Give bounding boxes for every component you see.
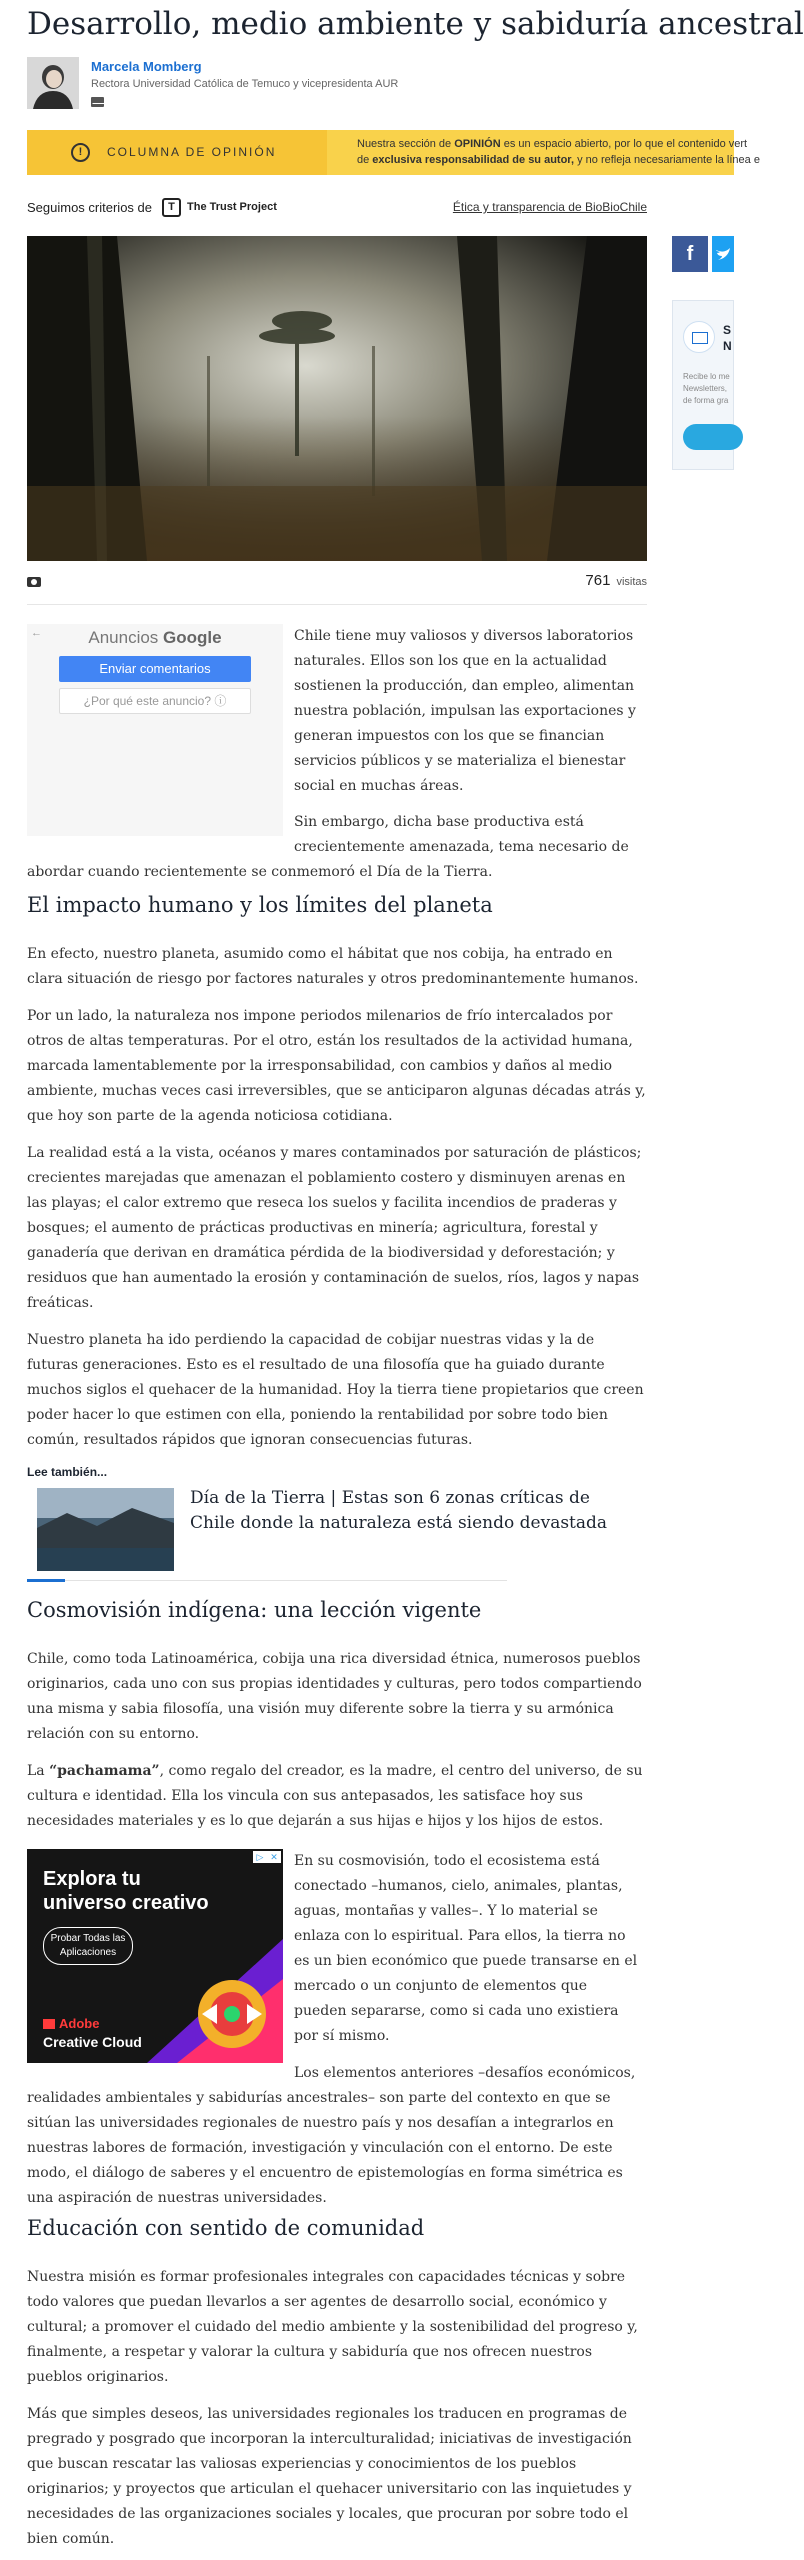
- twitter-icon: [712, 236, 734, 272]
- paragraph-text: La: [27, 1763, 50, 1779]
- paragraph: Chile, como toda Latinoamérica, cobija una rica diversidad étnica, numerosos pueblos originarios, cada uno con sus propias identidades y culturas, pero todos compartiendo una misma y sabia filosofía, una visión muy diferente sobre la tierra y su armónica relación con su entorno.: [27, 1651, 642, 1742]
- ad-heading: [27, 628, 283, 648]
- envelope-icon: [683, 321, 715, 353]
- opinion-banner: [27, 130, 760, 175]
- close-icon[interactable]: ✕: [270, 1852, 278, 1862]
- visits-counter: [585, 572, 647, 590]
- section-heading-cosmovision: Cosmovisión indígena: una lección vigente: [27, 1598, 482, 1622]
- author-avatar[interactable]: [27, 57, 79, 109]
- intro-paragraph-1: Chile tiene muy valiosos y diversos laboratorios naturales. Ellos son los que en la actualidad sostienen la producción, dan empleo, alimentan nuestra población, impulsan las exportaciones y generan impuestos con los que se financian servicios públicos y se materializa el bienestar social en muchas áreas.: [294, 628, 636, 794]
- paragraph: En efecto, nuestro planeta, asumido como el hábitat que nos cobija, ha entrado en clara situación de riesgo por factores naturales y otros predominantemente humanos.: [27, 946, 639, 987]
- trust-project-logo[interactable]: T: [162, 198, 181, 217]
- newsletter-line: de forma gra: [683, 396, 729, 405]
- related-photo: [37, 1488, 174, 1571]
- paragraph: Más que simples deseos, las universidades regionales los traducen en programas de pregrado y posgrado que incorporan la interculturalidad; iniciativas de investigación que buscan rescatar las valiosas experiencias y conocimientos de los pueblos originarios; y proyectos que articulan el quehacer universitario con las inquietudes y necesidades de las organizaciones sociales y locales, que procuran por sobre todo el bien común.: [27, 2406, 632, 2547]
- newsletter-description: [683, 371, 730, 407]
- opinion-disclaimer: [357, 136, 760, 168]
- mail-icon[interactable]: [91, 97, 104, 107]
- divider-accent: [27, 1579, 65, 1582]
- adchoices-badge[interactable]: [253, 1851, 281, 1863]
- send-feedback-button[interactable]: Enviar comentarios: [59, 656, 251, 682]
- paragraph: Nuestro planeta ha ido perdiendo la capacidad de cobijar nuestras vidas y la de futuras generaciones. Esto es el resultado de una filosofía que ha guiado durante muchos siglos el quehacer de la humanidad. Hoy la tierra tiene propietarios que creen poder hacer lo que estimen con ella, poniendo la rentabilidad por sobre todo bien común, resultados rápidos que ignoran consecuencias futuras.: [27, 1332, 644, 1448]
- newsletter-line: Newsletters,: [683, 384, 728, 393]
- author-name[interactable]: Marcela Momberg: [91, 59, 202, 74]
- forest-photo: [27, 236, 647, 561]
- related-article-link[interactable]: Día de la Tierra | Estas son 6 zonas críticas de Chile donde la naturaleza está siendo devastada: [190, 1488, 608, 1533]
- paragraph: La realidad está a la vista, océanos y mares contaminados por saturación de plásticos; crecientes marejadas que amenazan el poblamiento costero y disminuyen arenas en las playas; el calor extremo que reseca los suelos y facilita incendios de praderas y bosques; el aumento de prácticas productivas en minería; agricultura, forestal y ganadería que derivan en dramática pérdida de la biodiversidad y deforestación; y residuos que han aumentado la erosión y contaminación de suelos, ríos, lagos y napas freáticas.: [27, 1145, 642, 1311]
- see-also-label: Lee también...: [27, 1465, 108, 1479]
- try-apps-button[interactable]: Probar Todas las Aplicaciones: [43, 1927, 133, 1965]
- ad-heading-brand: Google: [163, 628, 222, 647]
- disclaimer-text: de: [357, 154, 373, 166]
- paragraph-8b: realidades ambientales y sabidurías ancestrales– son parte del contexto en que se sitúan las universidades regionales de nuestro país y nos desafían a integrarlos en nuestras labores de formación, investigación y vinculación con el entorno. De este modo, el diálogo de saberes y el encuentro de epistemologías en forma simétrica es una aspiración de nuestras universidades.: [27, 2090, 623, 2206]
- adobe-ad[interactable]: [27, 1849, 283, 2063]
- paragraph: En su cosmovisión, todo el ecosistema está conectado –humanos, cielo, animales, plantas, aguas, montañas y valles–. Y lo material se enlaza con lo espiritual. Para ellos, la tierra no es un bien económico que puede transarse en el mercado o un conjunto de elementos que pueden separarse, como si cada uno existiera por sí mismo.: [294, 1853, 638, 2044]
- ethics-link[interactable]: Ética y transparencia de BioBioChile: [452, 200, 647, 214]
- newsletter-line: Recibe lo me: [683, 372, 730, 381]
- newsletter-title: S: [723, 323, 732, 337]
- adchoices-icon[interactable]: ▷: [256, 1852, 264, 1862]
- trust-label: Seguimos criterios de: [27, 200, 152, 215]
- disclaimer-bold: exclusiva responsabilidad de su autor,: [372, 154, 575, 166]
- newsletter-subscribe-button[interactable]: [683, 424, 743, 450]
- facebook-share-button[interactable]: [672, 236, 708, 272]
- disclaimer-text: y no refleja necesariamente la línea e: [574, 154, 760, 166]
- pachamama-term: “pachamama”: [49, 1763, 160, 1779]
- newsletter-title: N: [723, 339, 732, 353]
- trust-project-bar: [27, 198, 647, 218]
- author-photo: [27, 57, 79, 109]
- paragraph-pachamama: [27, 1759, 647, 1834]
- paragraph-8a: Los elementos anteriores –desafíos económicos,: [294, 2065, 636, 2081]
- paragraph: Nuestra misión es formar profesionales integrales con capacidades técnicas y sobre todo valores que puedan llevarlos a ser agentes de desarrollo social, económico y cultural; a promover el cuidado del medio ambiente y la sostenibilidad del progreso y, finalmente, a respetar y valorar la cultura y sabiduría que nos ofrecen nuestros pueblos originarios.: [27, 2269, 638, 2385]
- section-heading-impact: El impacto humano y los límites del planeta: [27, 893, 493, 917]
- facebook-icon: f: [686, 243, 694, 265]
- opinion-label-area: [27, 130, 327, 175]
- intro-paragraph-2b: abordar cuando recientemente se conmemoró el Día de la Tierra.: [27, 864, 493, 880]
- opinion-label: COLUMNA DE OPINIÓN: [107, 145, 277, 159]
- camera-icon[interactable]: [27, 577, 41, 587]
- paragraph: Por un lado, la naturaleza nos impone periodos milenarios de frío intercalados por otros de altas temperaturas. Por el otro, están los resultados de la actividad humana, marcada lamentablemente por la irresponsabilidad, con cambios y daños al medio ambiente, muchas veces casi irreversibles, que se anticiparon algunas décadas atrás y, que hoy son parte de la agenda noticiosa cotidiana.: [27, 1008, 646, 1124]
- back-arrow-icon[interactable]: ←: [31, 627, 42, 639]
- alert-icon: !: [71, 143, 90, 162]
- newsletter-widget: [672, 300, 734, 470]
- divider: [27, 1580, 507, 1581]
- intro-paragraph-2a: Sin embargo, dicha base productiva está crecientemente amenazada, tema necesario de: [294, 814, 629, 855]
- adobe-logo-icon: [43, 2019, 55, 2029]
- ad-heading-prefix: Anuncios: [88, 628, 159, 647]
- section-heading-education: Educación con sentido de comunidad: [27, 2216, 425, 2240]
- ad-brand: Adobe: [59, 2016, 100, 2031]
- author-role: Rectora Universidad Católica de Temuco y vicepresidenta AUR: [91, 78, 399, 90]
- hero-image[interactable]: [27, 236, 647, 561]
- disclaimer-text: es un espacio abierto, por lo que el contenido vert: [500, 138, 748, 150]
- trust-project-name[interactable]: The Trust Project: [187, 201, 277, 213]
- ad-headline: Explora tu universo creativo: [43, 1868, 209, 1914]
- why-this-ad-button[interactable]: ¿Por qué este anuncio? ⓘ: [59, 688, 251, 714]
- disclaimer-text: Nuestra sección de: [357, 138, 455, 150]
- twitter-share-button[interactable]: [712, 236, 734, 272]
- article-title: Desarrollo, medio ambiente y sabiduría ancestral: [27, 6, 804, 42]
- visits-label: visitas: [616, 576, 647, 588]
- paragraph-text: , como regalo del creador, es la madre, el centro del universo, de su cultura e identidad. Ella los vincula con sus antepasados, les satisface hoy sus necesidades materiales y es lo que dejarán a sus hijas e hijos y los hijos de estos.: [27, 1763, 643, 1829]
- divider: [27, 604, 647, 605]
- related-article-image[interactable]: [37, 1488, 174, 1571]
- disclaimer-bold: OPINIÓN: [454, 138, 501, 150]
- ad-product: Creative Cloud: [43, 2034, 142, 2050]
- visits-count: 761: [585, 572, 611, 589]
- google-ad: [27, 624, 283, 836]
